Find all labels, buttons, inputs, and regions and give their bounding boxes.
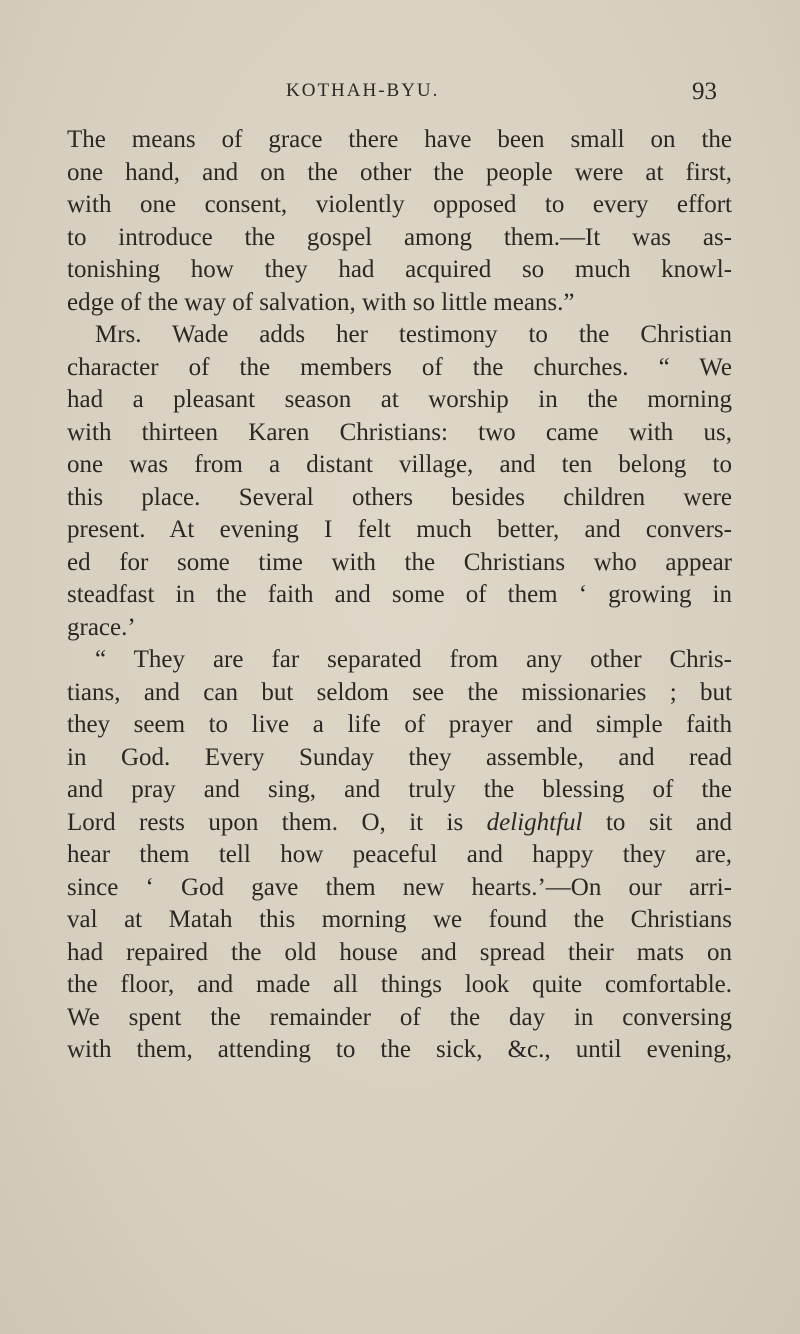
text-line: this place. Several others besides children were <box>67 483 732 511</box>
text-line: character of the members of the churches. “ We <box>67 353 732 381</box>
text-span: Lord rests upon them. O, it is <box>67 808 487 836</box>
text-line: since ‘ God gave them new hearts.’—On our arri- <box>67 873 732 901</box>
text-line: “ They are far separated from any other Chris- <box>95 646 732 673</box>
text-line: grace.’ <box>67 613 136 641</box>
text-line: with thirteen Karen Christians: two came with us, <box>67 418 732 446</box>
page-number: 93 <box>692 78 717 105</box>
italic-emphasis: delightful <box>486 808 583 836</box>
text-line: tonishing how they had acquired so much knowl- <box>67 256 732 283</box>
text-line: and pray and sing, and truly the blessing of the <box>67 776 732 803</box>
text-line: val at Matah this morning we found the Christians <box>67 906 732 933</box>
text-line: they seem to live a life of prayer and simple faith <box>67 711 732 738</box>
text-line: the floor, and made all things look quite comfortable. <box>67 971 732 998</box>
running-head <box>0 78 800 108</box>
running-title: KOTHAH-BYU. <box>286 80 440 101</box>
text-line: to introduce the gospel among them.—It was as- <box>67 223 732 251</box>
text-line: We spent the remainder of the day in conversing <box>67 1003 732 1031</box>
text-line: tians, and can but seldom see the missionaries ; but <box>67 678 732 706</box>
text-line: hear them tell how peaceful and happy they are, <box>67 841 732 868</box>
text-line: in God. Every Sunday they assemble, and read <box>67 743 732 771</box>
text-line-with-italic <box>67 807 732 840</box>
text-line: one hand, and on the other the people were at first, <box>67 158 732 186</box>
body-text <box>67 124 732 1067</box>
text-line: edge of the way of salvation, with so little means.” <box>67 288 575 316</box>
text-line: Mrs. Wade adds her testimony to the Christian <box>95 321 732 348</box>
text-line: steadfast in the faith and some of them ‘ growing in <box>67 581 732 608</box>
text-line: with them, attending to the sick, &c., until evening, <box>67 1036 732 1063</box>
text-line: ed for some time with the Christians who appear <box>67 548 732 576</box>
text-line: one was from a distant village, and ten belong to <box>67 451 732 478</box>
text-line: had a pleasant season at worship in the morning <box>67 386 732 413</box>
text-line: had repaired the old house and spread their mats on <box>67 938 732 966</box>
text-span: to sit and <box>582 808 733 836</box>
text-line: with one consent, violently opposed to every effort <box>67 191 732 218</box>
text-line: present. At evening I felt much better, and convers- <box>67 516 732 543</box>
text-line: The means of grace there have been small on the <box>67 126 732 153</box>
